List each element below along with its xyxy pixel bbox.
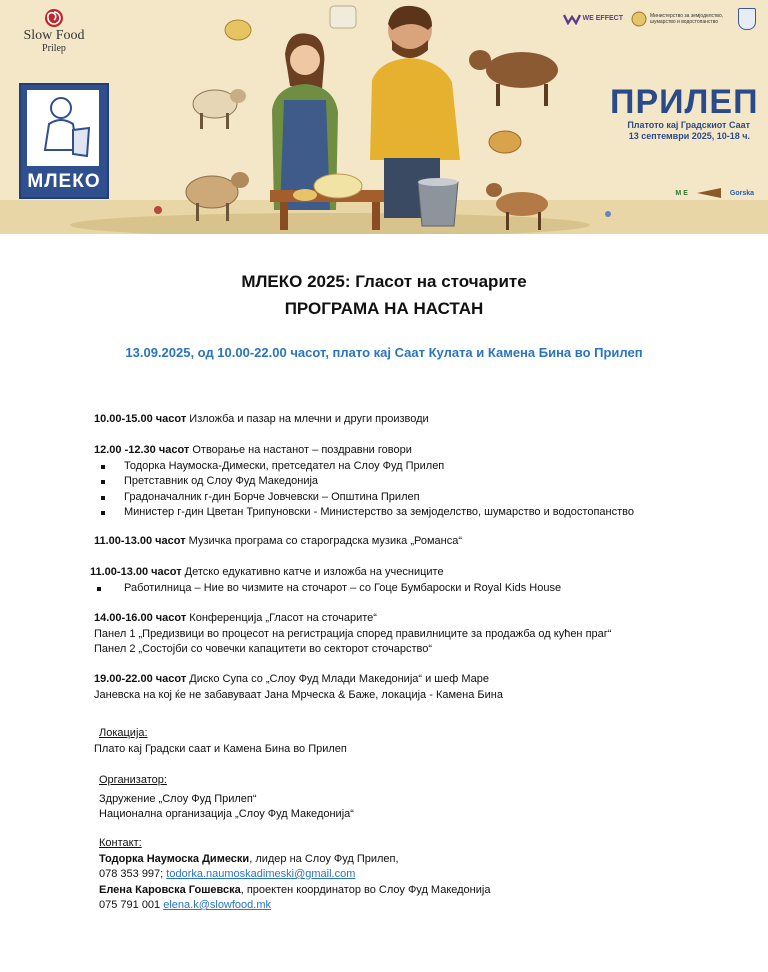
contact-role: , лидер на Слоу Фуд Прилеп, [249, 852, 399, 865]
program-time: 11.00-13.00 часот [94, 535, 186, 547]
city-place: Платото кај Градскиот Саат [627, 120, 750, 130]
location-label: Локација: [99, 727, 148, 739]
mleko-badge [19, 83, 109, 199]
program-time: 12.00 -12.30 часот [94, 444, 190, 456]
snail-icon [43, 8, 65, 28]
contact-section [99, 836, 490, 914]
we-effect-icon [563, 13, 581, 25]
email-link[interactable]: elena.k@slowfood.mk [163, 899, 272, 911]
badge-title: МЛЕКО [27, 171, 101, 192]
program-desc: Музичка програма со староградска музика „Романса“ [185, 535, 463, 547]
location-section [94, 726, 347, 757]
program-time: 11.00-13.00 часот [90, 566, 182, 578]
organizer-line-2: Национална организација „Слоу Фуд Македонија“ [99, 808, 354, 820]
panel-2: Панел 2 „Состојби со човечки капацитети во секторот сточарство“ [94, 643, 433, 655]
program-item-6 [94, 672, 503, 703]
gorska-logo: Gorska [729, 189, 754, 197]
program-time: 10.00-15.00 часот [94, 413, 187, 425]
milk-jug-icon [27, 90, 99, 166]
program-desc-continued: Јаневска на кој ќе не забавуваат Јана Мрческа & Баже, локација - Камена Бина [94, 688, 503, 701]
list-item: Градоначалник г-дин Борче Јовчевски – Општина Прилеп [94, 490, 634, 506]
organizer-label: Организатор: [99, 774, 167, 786]
cow-illustration [469, 50, 558, 106]
program-desc: Конференција „Гласот на сточарите“ [186, 612, 377, 624]
program-time: 19.00-22.00 часот [94, 673, 187, 685]
list-item: Работилница – Ние во чизмите на сточарот – со Гоце Бумбароски и Royal Kids House [90, 581, 561, 597]
partner-logos [563, 8, 756, 30]
location-text: Плато кај Градски саат и Камена Бина во Прилеп [94, 742, 347, 755]
event-banner [0, 0, 768, 234]
city-block [610, 83, 759, 142]
contact-phone: 075 791 001 [99, 899, 164, 911]
ministry-logo [631, 11, 730, 27]
program-time: 14.00-16.00 часот [94, 612, 187, 624]
list-item: Министер г-дин Цветан Трипуновски - Министерство за земјоделство, шумарство и водостопанство [94, 505, 634, 521]
program-desc: Изложба и пазар на млечни и други производи [186, 413, 429, 425]
list-item: Тодорка Наумоска-Димески, претседател на Слоу Фуд Прилеп [94, 459, 634, 475]
panel-1: Панел 1 „Предизвици во процесот на регистрација според правилниците за продажба од кућен праг“ [94, 627, 612, 640]
contact-name: Тодорка Наумоска Димески [99, 852, 250, 865]
contact-role: , проектен координатор во Слоу Фуд Македонија [240, 883, 491, 896]
program-desc: Отворање на настанот – поздравни говори [189, 444, 412, 456]
document-title: МЛЕКО 2025: Гласот на сточарите [241, 272, 527, 291]
organizer-line-1: Здружение „Слоу Фуд Прилеп“ [99, 792, 257, 805]
program-desc: Детско едукативно катче и изложба на учесниците [181, 566, 444, 578]
slow-food-prilep-logo [14, 8, 94, 54]
slow-food-name: Slow Food [23, 28, 85, 43]
program-item-3 [94, 534, 462, 550]
list-item: Претставник од Слоу Фуд Македонија [94, 474, 634, 490]
city-title: ПРИЛЕП [610, 83, 759, 121]
city-date: 13 септември 2025, 10-18 ч. [628, 131, 750, 141]
ministry-text: Министерство за земјоделство, шумарство и водостопанство [650, 13, 724, 25]
program-item-4 [90, 565, 561, 596]
contact-phone: 078 353 997; [99, 868, 167, 880]
sheep-illustration [193, 89, 246, 129]
sponsor-logos [675, 186, 754, 200]
contact-name: Елена Каровска Гошевска [99, 883, 241, 896]
program-desc: Диско Супа со „Слоу Фуд Млади Македонија“ и шеф Маре [186, 673, 489, 685]
sponsor-logo: M E [675, 189, 688, 197]
program-item-1 [94, 412, 429, 428]
prilep-crest-icon [738, 8, 756, 30]
document-subtitle: ПРОГРАМА НА НАСТАН [284, 299, 484, 318]
coat-of-arms-icon [631, 11, 647, 27]
event-date-line: 13.09.2025, од 10.00-22.00 часот, плато кај Саат Кулата и Камена Бина во Прилеп [125, 345, 643, 360]
program-item-2 [94, 443, 634, 521]
sponsor-ribbon-icon [696, 186, 722, 200]
we-effect-text: WE EFFECT [582, 15, 623, 22]
email-link[interactable]: todorka.naumoskadimeski@gmail.com [166, 868, 356, 880]
organizer-section [99, 773, 354, 823]
slow-food-city: Prilep [42, 43, 66, 54]
program-item-5 [94, 611, 611, 658]
contact-label: Контакт: [99, 837, 142, 849]
we-effect-logo [563, 13, 623, 25]
